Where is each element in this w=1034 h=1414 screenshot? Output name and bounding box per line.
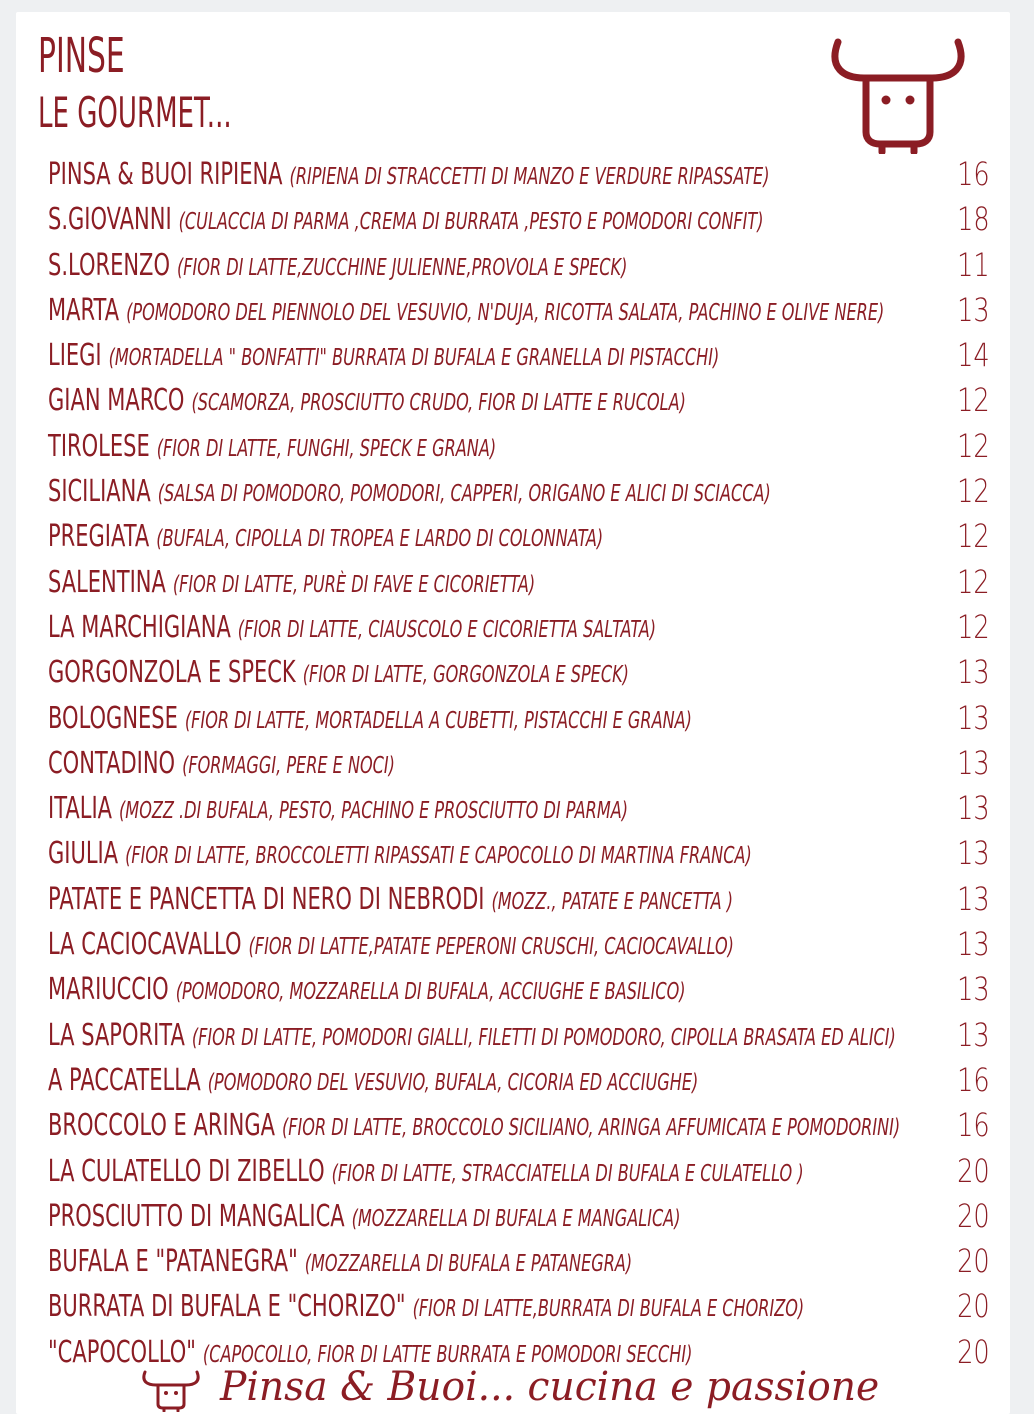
item-name: CONTADINO bbox=[48, 745, 176, 781]
list-item bbox=[16, 741, 1010, 786]
list-item bbox=[16, 967, 1010, 1012]
item-description: (FIOR DI LATTE,BURRATA DI BUFALA E CHORIZO) bbox=[412, 1296, 805, 1323]
item-name: GIAN MARCO bbox=[48, 383, 185, 419]
item-description: (POMODORO DEL PIENNOLO DEL VESUVIO, N'DUJA, RICOTTA SALATA, PACHINO E OLIVE NERE) bbox=[126, 299, 885, 326]
item-description: (MORTADELLA " BONFATTI" BURRATA DI BUFALA E GRANELLA DI PISTACCHI) bbox=[108, 345, 720, 372]
item-description: (BUFALA, CIPOLLA DI TROPEA E LARDO DI COLONNATA) bbox=[156, 526, 604, 553]
item-description: (FIOR DI LATTE, GORGONZOLA E SPECK) bbox=[302, 662, 629, 689]
list-item bbox=[16, 243, 1010, 288]
item-name: TIROLESE bbox=[48, 428, 150, 464]
item-price: 12 bbox=[957, 426, 990, 465]
bull-head-icon bbox=[824, 28, 972, 154]
item-price: 20 bbox=[957, 1332, 990, 1371]
item-name: LA CACIOCAVALLO bbox=[48, 927, 242, 963]
item-description: (MOZZARELLA DI BUFALA E MANGALICA) bbox=[351, 1205, 681, 1232]
list-item bbox=[16, 424, 1010, 469]
item-price: 16 bbox=[957, 1060, 990, 1099]
menu-list bbox=[16, 152, 1010, 1375]
item-name: MARIUCCIO bbox=[48, 972, 169, 1008]
item-name: "CAPOCOLLO" bbox=[48, 1334, 196, 1370]
item-name: LA SAPORITA bbox=[48, 1017, 185, 1053]
item-price: 12 bbox=[957, 607, 990, 646]
list-item bbox=[16, 152, 1010, 197]
menu-page bbox=[16, 12, 1010, 1414]
item-description: (FIOR DI LATTE, PURÈ DI FAVE E CICORIETTA) bbox=[172, 571, 536, 598]
item-name: LA MARCHIGIANA bbox=[48, 609, 231, 645]
item-name: LA CULATELLO DI ZIBELLO bbox=[48, 1153, 325, 1189]
item-name: BUFALA E "PATANEGRA" bbox=[48, 1244, 298, 1280]
footer-slogan: Pinsa & Buoi... cucina e passione bbox=[220, 1364, 880, 1410]
list-item bbox=[16, 922, 1010, 967]
item-description: (POMODORO, MOZZARELLA DI BUFALA, ACCIUGHE E BASILICO) bbox=[175, 979, 686, 1006]
list-item bbox=[16, 650, 1010, 695]
item-price: 13 bbox=[957, 789, 990, 828]
item-description: (FIOR DI LATTE, POMODORI GIALLI, FILETTI DI POMODORO, CIPOLLA BRASATA ED ALICI) bbox=[191, 1024, 896, 1051]
list-item bbox=[16, 1239, 1010, 1284]
footer bbox=[136, 1362, 996, 1414]
list-item bbox=[16, 786, 1010, 831]
item-name: SICILIANA bbox=[48, 474, 151, 510]
item-name: A PACCATELLA bbox=[48, 1062, 201, 1098]
list-item bbox=[16, 605, 1010, 650]
item-name: LIEGI bbox=[48, 338, 102, 374]
item-price: 11 bbox=[957, 245, 990, 284]
item-description: (FIOR DI LATTE,ZUCCHINE JULIENNE,PROVOLA E SPECK) bbox=[176, 254, 628, 281]
list-item bbox=[16, 378, 1010, 423]
list-item bbox=[16, 1194, 1010, 1239]
list-item bbox=[16, 197, 1010, 242]
list-item bbox=[16, 560, 1010, 605]
item-price: 13 bbox=[957, 970, 990, 1009]
list-item bbox=[16, 1058, 1010, 1103]
item-description: (MOZZ., PATATE E PANCETTA ) bbox=[491, 888, 734, 915]
bull-head-icon bbox=[140, 1368, 202, 1412]
item-description: (FIOR DI LATTE, STRACCIATELLA DI BUFALA E CULATELLO ) bbox=[331, 1160, 804, 1187]
item-description: (FIOR DI LATTE,PATATE PEPERONI CRUSCHI, CACIOCAVALLO) bbox=[248, 934, 734, 961]
item-name: S.GIOVANNI bbox=[48, 202, 172, 238]
list-item bbox=[16, 333, 1010, 378]
item-description: (FIOR DI LATTE, FUNGHI, SPECK E GRANA) bbox=[156, 435, 497, 462]
item-description: (CAPOCOLLO, FIOR DI LATTE BURRATA E POMODORI SECCHI) bbox=[202, 1341, 693, 1368]
item-price: 16 bbox=[957, 155, 990, 193]
item-name: PINSA & BUOI RIPIENA bbox=[48, 157, 283, 192]
item-name: BURRATA DI BUFALA E "CHORIZO" bbox=[48, 1289, 406, 1325]
item-description: (SALSA DI POMODORO, POMODORI, CAPPERI, ORIGANO E ALICI DI SCIACCA) bbox=[157, 481, 771, 508]
item-price: 13 bbox=[957, 653, 990, 692]
item-name: PROSCIUTTO DI MANGALICA bbox=[48, 1198, 345, 1234]
item-description: (POMODORO DEL VESUVIO, BUFALA, CICORIA ED ACCIUGHE) bbox=[207, 1069, 699, 1096]
item-description: (RIPIENA DI STRACCETTI DI MANZO E VERDURE RIPASSATE) bbox=[289, 164, 770, 190]
item-name: GIULIA bbox=[48, 836, 119, 872]
item-name: BOLOGNESE bbox=[48, 700, 178, 736]
section-subtitle: LE GOURMET... bbox=[38, 88, 232, 137]
item-description: (MOZZ .DI BUFALA, PESTO, PACHINO E PROSCIUTTO DI PARMA) bbox=[119, 798, 629, 825]
list-item bbox=[16, 696, 1010, 741]
list-item bbox=[16, 1103, 1010, 1148]
item-description: (FORMAGGI, PERE E NOCI) bbox=[182, 752, 395, 779]
item-price: 13 bbox=[957, 743, 990, 782]
item-price: 13 bbox=[957, 1015, 990, 1054]
item-name: MARTA bbox=[48, 292, 120, 328]
item-price: 16 bbox=[957, 1106, 990, 1145]
item-description: (SCAMORZA, PROSCIUTTO CRUDO, FIOR DI LATTE E RUCOLA) bbox=[191, 390, 686, 417]
item-price: 13 bbox=[957, 879, 990, 918]
item-description: (CULACCIA DI PARMA ,CREMA DI BURRATA ,PESTO E POMODORI CONFIT) bbox=[178, 209, 764, 236]
item-price: 13 bbox=[957, 834, 990, 873]
item-price: 20 bbox=[957, 1287, 990, 1326]
item-price: 20 bbox=[957, 1151, 990, 1190]
item-price: 13 bbox=[957, 698, 990, 737]
item-name: PREGIATA bbox=[48, 519, 150, 555]
item-name: BROCCOLO E ARINGA bbox=[48, 1108, 275, 1144]
item-price: 20 bbox=[957, 1242, 990, 1281]
item-name: SALENTINA bbox=[48, 564, 166, 600]
item-price: 12 bbox=[957, 381, 990, 420]
item-price: 14 bbox=[957, 336, 990, 375]
item-description: (FIOR DI LATTE, BROCCOLO SICILIANO, ARINGA AFFUMICATA E POMODORINI) bbox=[281, 1115, 901, 1142]
list-item bbox=[16, 288, 1010, 333]
item-description: (FIOR DI LATTE, CIAUSCOLO E CICORIETTA SALTATA) bbox=[237, 616, 657, 643]
item-price: 13 bbox=[957, 290, 990, 329]
list-item bbox=[16, 514, 1010, 559]
page-title: PINSE bbox=[38, 28, 125, 84]
item-price: 13 bbox=[957, 925, 990, 964]
list-item bbox=[16, 1013, 1010, 1058]
list-item bbox=[16, 877, 1010, 922]
list-item bbox=[16, 1284, 1010, 1329]
item-description: (FIOR DI LATTE, BROCCOLETTI RIPASSATI E CAPOCOLLO DI MARTINA FRANCA) bbox=[125, 843, 752, 870]
item-description: (MOZZARELLA DI BUFALA E PATANEGRA) bbox=[304, 1251, 633, 1278]
list-item bbox=[16, 1149, 1010, 1194]
item-price: 18 bbox=[957, 200, 990, 239]
item-name: ITALIA bbox=[48, 791, 113, 827]
item-price: 12 bbox=[957, 472, 990, 511]
item-description: (FIOR DI LATTE, MORTADELLA A CUBETTI, PISTACCHI E GRANA) bbox=[184, 707, 692, 734]
item-price: 12 bbox=[957, 562, 990, 601]
item-name: S.LORENZO bbox=[48, 247, 170, 283]
item-name: GORGONZOLA E SPECK bbox=[48, 655, 296, 691]
list-item bbox=[16, 469, 1010, 514]
item-name: PATATE E PANCETTA DI NERO DI NEBRODI bbox=[48, 881, 485, 917]
item-price: 12 bbox=[957, 517, 990, 556]
item-price: 20 bbox=[957, 1196, 990, 1235]
list-item bbox=[16, 831, 1010, 876]
